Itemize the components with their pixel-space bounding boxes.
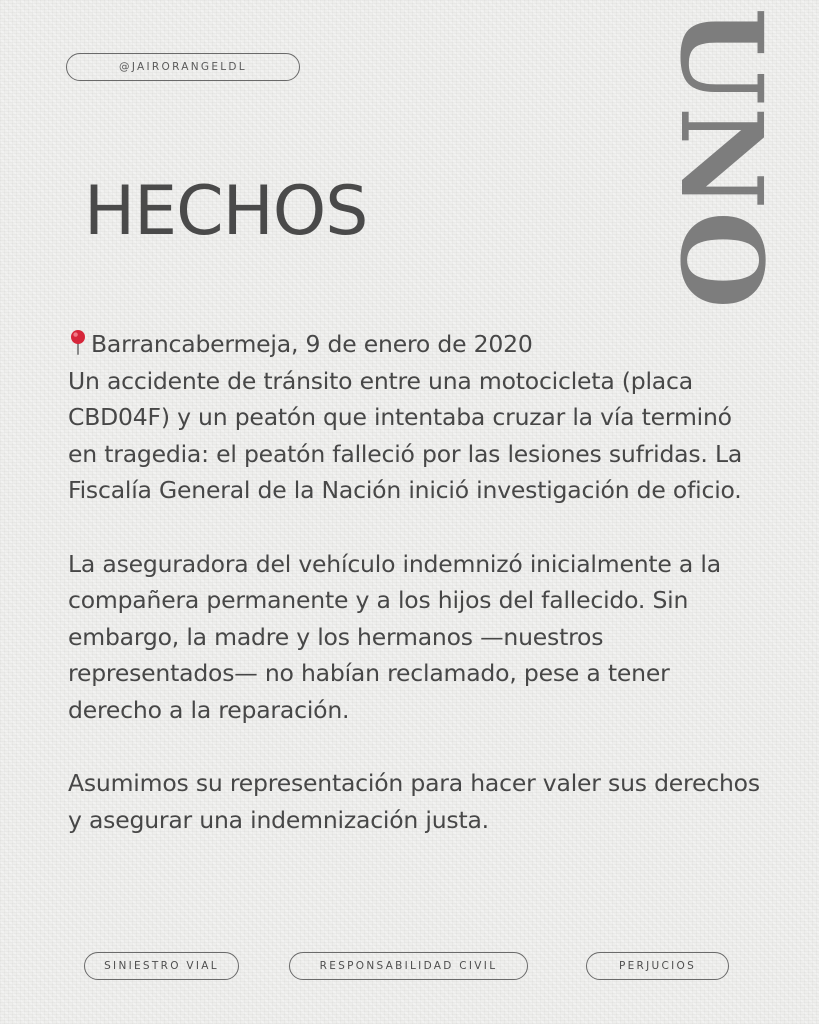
author-handle: @JAIRORANGELDL xyxy=(119,61,247,73)
section-number: UNO xyxy=(655,7,786,311)
tag-label: SINIESTRO VIAL xyxy=(104,960,219,972)
tag-responsabilidad-civil xyxy=(289,952,528,980)
page-title: HECHOS xyxy=(84,172,368,251)
round-pushpin-icon xyxy=(68,329,88,355)
tag-label: PERJUCIOS xyxy=(618,960,697,972)
paragraph-1 xyxy=(68,326,768,509)
tag-label: RESPONSABILIDAD CIVIL xyxy=(319,960,498,972)
paragraph-1-text: Un accidente de tránsito entre una motocicleta (placa CBD04F) y un peatón que intentaba cruzar la vía terminó en tragedia: el peatón falleció por las lesiones sufridas. La Fiscalía General de la Nación inició investigación de oficio. xyxy=(68,366,743,505)
paragraph-3: Asumimos su representación para hacer valer sus derechos y asegurar una indemnización justa. xyxy=(68,769,760,834)
location-date-line: Barrancabermeja, 9 de enero de 2020 xyxy=(91,330,533,358)
tag-siniestro-vial xyxy=(84,952,239,980)
body-text xyxy=(68,326,768,838)
author-handle-pill xyxy=(66,53,300,81)
paragraph-2: La aseguradora del vehículo indemnizó inicialmente a la compañera permanente y a los hijos del fallecido. Sin embargo, la madre y los hermanos —nuestros representados— no habían reclamado, pese a tener derecho a la reparación. xyxy=(68,549,721,724)
tag-perjucios xyxy=(586,952,729,980)
